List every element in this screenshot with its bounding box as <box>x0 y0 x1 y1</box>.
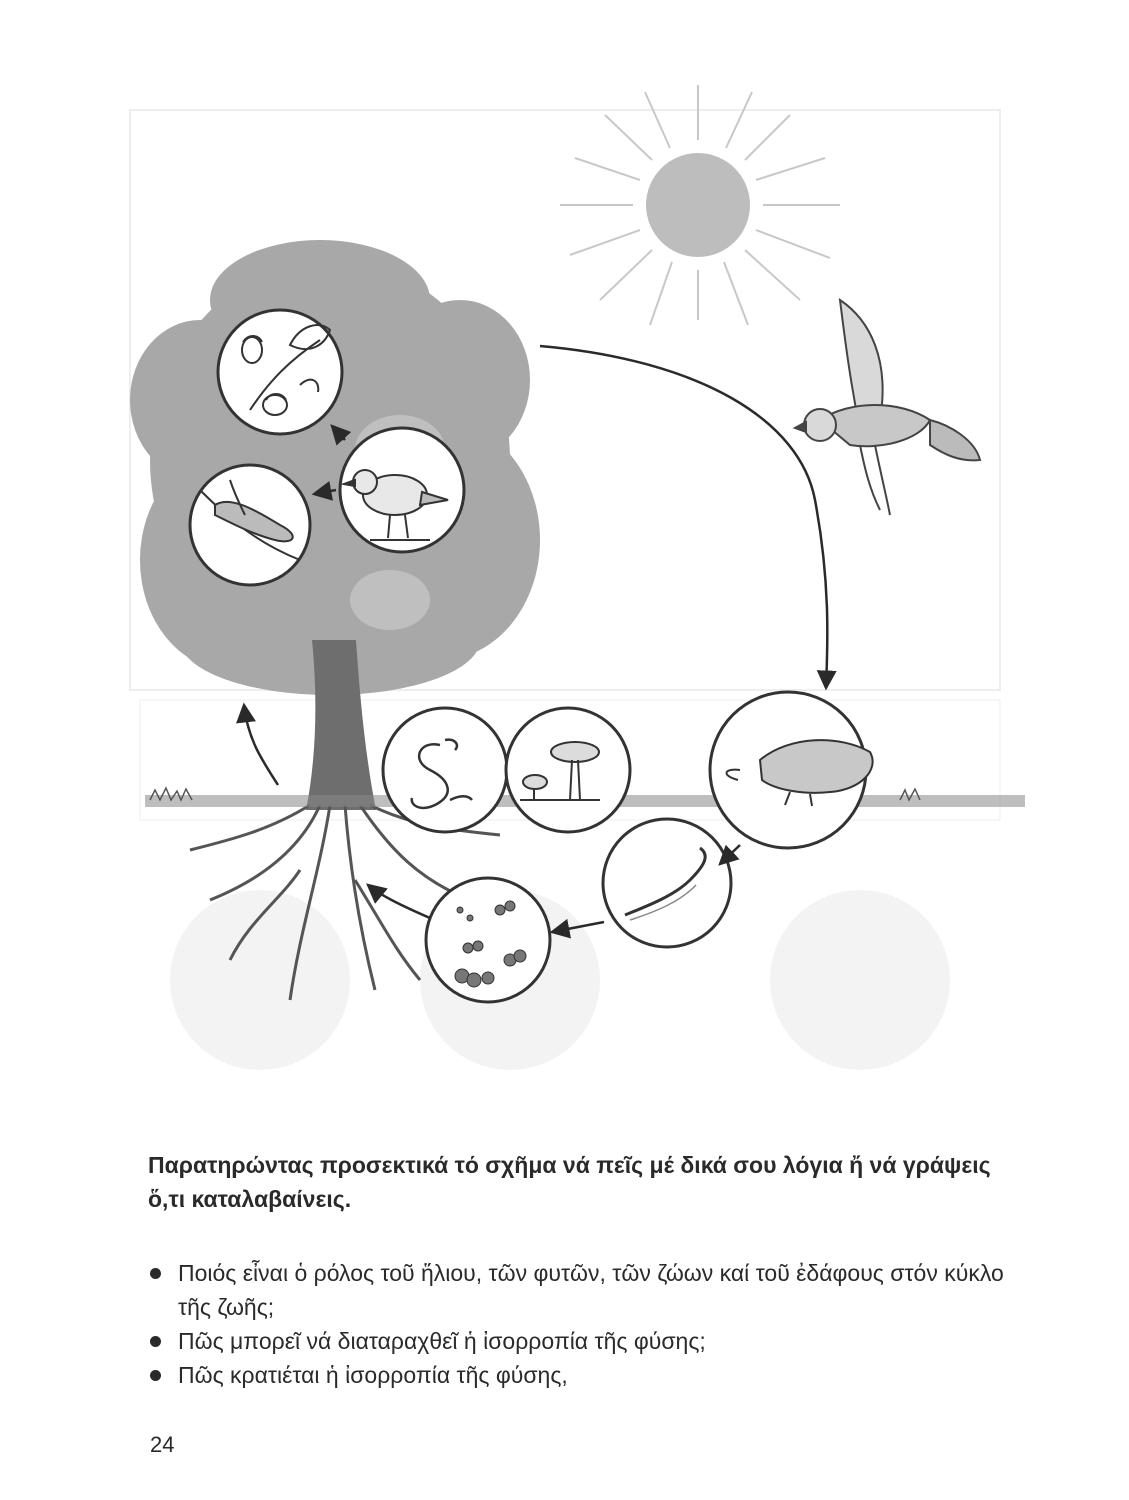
question-list <box>150 1256 1010 1392</box>
instruction-text: Παρατηρώντας προσεκτικά τό σχῆμα νά πεῖς μέ δικά σου λόγια ἤ νά γράψεις ὅ,τι καταλαβαίνεις. <box>148 1152 991 1212</box>
bullet-icon <box>150 1268 161 1279</box>
bullet-icon <box>150 1336 161 1347</box>
earthworm-circle <box>603 819 731 947</box>
bird-circle <box>340 428 464 552</box>
arrow-roots-to-tree <box>244 705 278 785</box>
caterpillar-circle <box>190 465 310 585</box>
acorn-leaf-circle <box>218 310 342 434</box>
dead-animal-circle <box>710 692 873 848</box>
question-text: Ποιός εἶναι ὁ ρόλος τοῦ ἥλιου, τῶν φυτῶν, τῶν ζώων καί τοῦ ἐδάφους στόν κύκλο τῆς ζωῆς; <box>178 1260 1004 1320</box>
snake-circle <box>383 708 507 832</box>
arrow-microbes-to-roots <box>368 885 430 918</box>
question-text: Πῶς μπορεῖ νά διαταραχθεῖ ἡ ἰσορροπία τῆς φύσης; <box>178 1328 706 1354</box>
question-item <box>150 1358 1010 1392</box>
sun-icon <box>560 85 840 325</box>
question-text: Πῶς κρατιέται ἡ ἰσορροπία τῆς φύσης, <box>178 1362 568 1388</box>
question-item <box>150 1324 1010 1358</box>
question-item <box>150 1256 1010 1324</box>
arrow-tree-to-dead-animal <box>540 346 827 688</box>
mushroom-circle <box>506 708 630 832</box>
soil-microbes-circle <box>426 878 550 1002</box>
bullet-icon <box>150 1370 161 1381</box>
hawk-icon <box>795 300 980 515</box>
page-number: 24 <box>150 1432 175 1457</box>
